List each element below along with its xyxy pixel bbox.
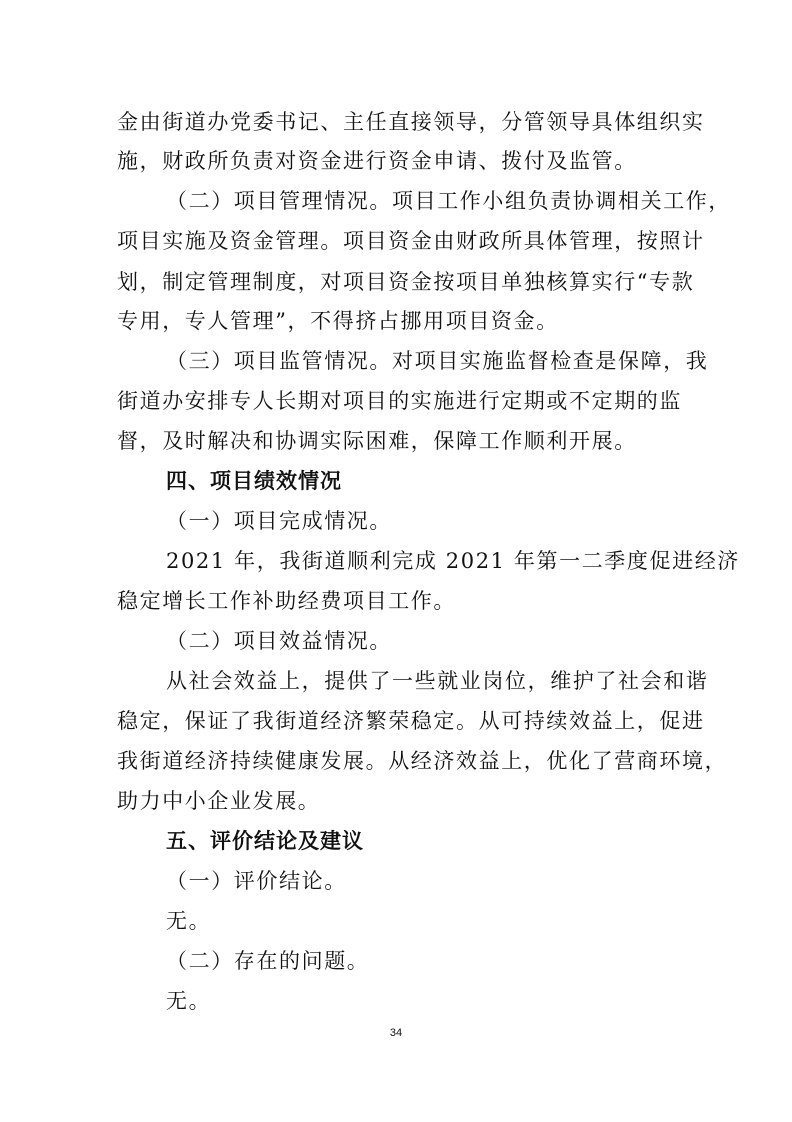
subsection-heading: （一）项目完成情况。 <box>166 509 392 533</box>
paragraph-line: 稳定增长工作补助经费项目工作。 <box>117 589 456 613</box>
subsection-heading: （二）项目效益情况。 <box>166 629 392 653</box>
paragraph-line: 施，财政所负责对资金进行资金申请、拨付及监管。 <box>117 149 637 173</box>
paragraph-line: （三）项目监管情况。对项目实施监督检查是保障，我 <box>166 349 709 373</box>
paragraph-line: 助力中小企业发展。 <box>117 789 321 813</box>
paragraph-line: 项目实施及资金管理。项目资金由财政所具体管理，按照计 <box>117 229 705 253</box>
paragraph-line: 街道办安排专人长期对项目的实施进行定期或不定期的监 <box>117 389 682 413</box>
subsection-heading: （二）存在的问题。 <box>166 949 370 973</box>
page-number: 34 <box>389 1027 403 1039</box>
paragraph-line: 督，及时解决和协调实际困难，保障工作顺利开展。 <box>117 429 637 453</box>
paragraph-line: 无。 <box>166 909 212 933</box>
subsection-heading: （一）评价结论。 <box>166 869 347 893</box>
paragraph-line: 无。 <box>166 989 212 1013</box>
paragraph-line: 2021 年，我街道顺利完成 2021 年第一二季度促进经济 <box>166 549 740 573</box>
section-heading: 四、项目绩效情况 <box>166 469 342 493</box>
paragraph-line: （二）项目管理情况。项目工作小组负责协调相关工作， <box>166 189 731 213</box>
paragraph-line: 划，制定管理制度，对项目资金按项目单独核算实行“专款 <box>117 270 695 294</box>
paragraph-line: 金由街道办党委书记、主任直接领导，分管领导具体组织实 <box>117 110 705 134</box>
paragraph-line: 我街道经济持续健康发展。从经济效益上，优化了营商环境， <box>117 749 728 773</box>
paragraph-line: 专用，专人管理”，不得挤占挪用项目资金。 <box>117 309 559 333</box>
paragraph-line: 从社会效益上，提供了一些就业岗位，维护了社会和谐 <box>166 669 709 693</box>
paragraph-line: 稳定，保证了我街道经济繁荣稳定。从可持续效益上，促进 <box>117 709 705 733</box>
section-heading: 五、评价结论及建议 <box>166 829 364 853</box>
